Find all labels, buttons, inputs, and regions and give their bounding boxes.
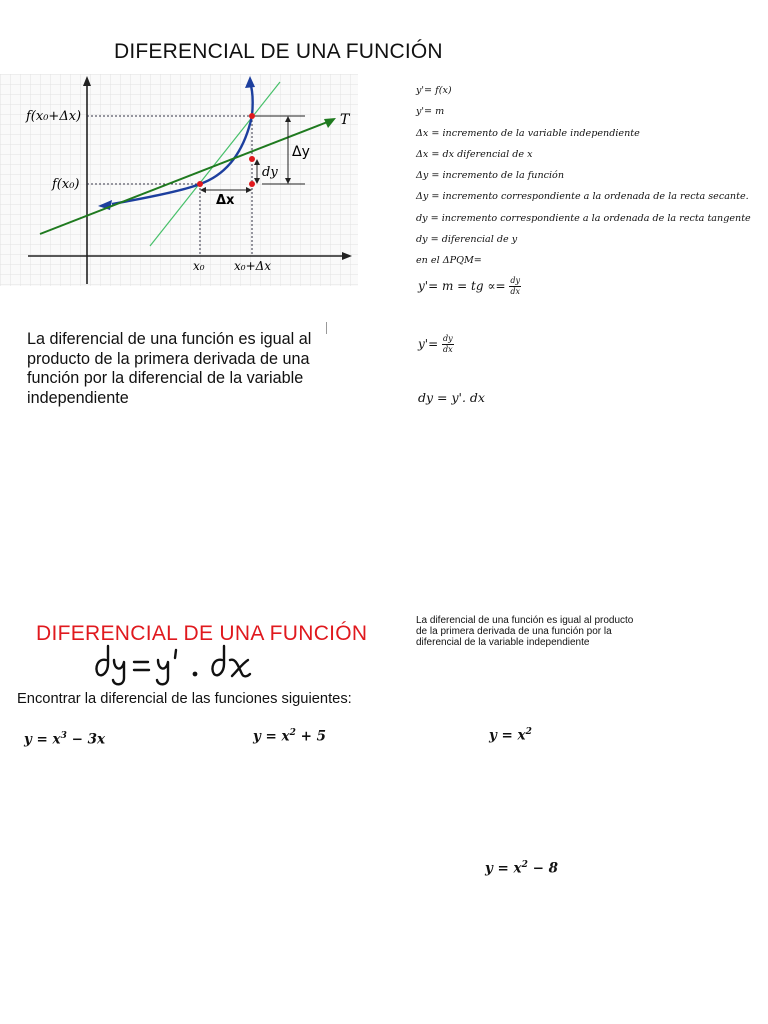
- exercise-1: $y = x^3 - 3x$: [24, 731, 106, 748]
- point-m: [249, 181, 255, 187]
- definition-line: dy = diferencial de y: [416, 234, 518, 246]
- label-t: T: [340, 112, 350, 128]
- differential-graph: [0, 74, 358, 286]
- derivative-equation: [418, 334, 454, 355]
- tangent-slope-equation: [418, 276, 521, 297]
- point-tangent: [249, 156, 255, 162]
- definition-line: Δy = incremento correspondiente a la ordenada de la recta secante.: [416, 191, 749, 203]
- page-title: DIFERENCIAL DE UNA FUNCIÓN: [114, 40, 443, 63]
- point-q: [249, 113, 255, 119]
- label-f-x0dx: f(x₀+Δx): [26, 109, 82, 124]
- definitions-list: [416, 80, 751, 272]
- definition-line: dy = incremento correspondiente a la ordenada de la recta tangente: [416, 212, 751, 224]
- definition-line: Δy = incremento de la función: [416, 170, 565, 182]
- definition-line: y'= f(x): [416, 85, 452, 96]
- fraction: [509, 276, 521, 297]
- divider-mark: [326, 322, 327, 334]
- handwritten-formula: [92, 644, 262, 686]
- definition-line: en el ΔPQM=: [416, 255, 482, 267]
- definition-paragraph: La diferencial de una función es igual al producto de la primera derivada de una función por la diferencial de la variable independiente: [27, 330, 312, 407]
- exercise-2: $y = x^2 + 5$: [253, 728, 326, 745]
- section-title: DIFERENCIAL DE UNA FUNCIÓN: [36, 622, 368, 645]
- definition-line: Δx = dx diferencial de x: [416, 148, 533, 160]
- definition-line: y'= m: [416, 106, 445, 118]
- equation-lhs: y'= m = tg ∝=: [418, 279, 506, 293]
- label-delta-y: Δy: [292, 144, 310, 160]
- label-dy: dy: [262, 165, 278, 180]
- definition-line: Δx = incremento de la variable independiente: [416, 127, 640, 139]
- exercise-instruction: Encontrar la diferencial de las funciones siguientes:: [17, 691, 352, 707]
- label-x0: x₀: [193, 259, 205, 273]
- fraction-numerator: dy: [510, 276, 520, 285]
- label-f-x0: f(x₀): [52, 177, 80, 192]
- fraction-numerator: dy: [442, 334, 453, 343]
- label-x0dx: x₀+Δx: [234, 259, 272, 273]
- differential-equation: dy = y'. dx: [418, 390, 485, 405]
- label-delta-x: Δx: [216, 193, 235, 208]
- fraction-denominator: dx: [442, 345, 453, 354]
- equation-lhs: y'=: [418, 337, 439, 351]
- fraction-denominator: dx: [510, 287, 520, 296]
- fraction: [442, 334, 454, 355]
- point-p: [197, 181, 203, 187]
- exercise-3: $y = x^2$: [489, 727, 532, 744]
- exercise-4: $y = x^2 - 8$: [485, 860, 558, 877]
- small-definition: La diferencial de una función es igual al producto de la primera derivada de una función por la diferencial de la variable independiente: [416, 615, 634, 649]
